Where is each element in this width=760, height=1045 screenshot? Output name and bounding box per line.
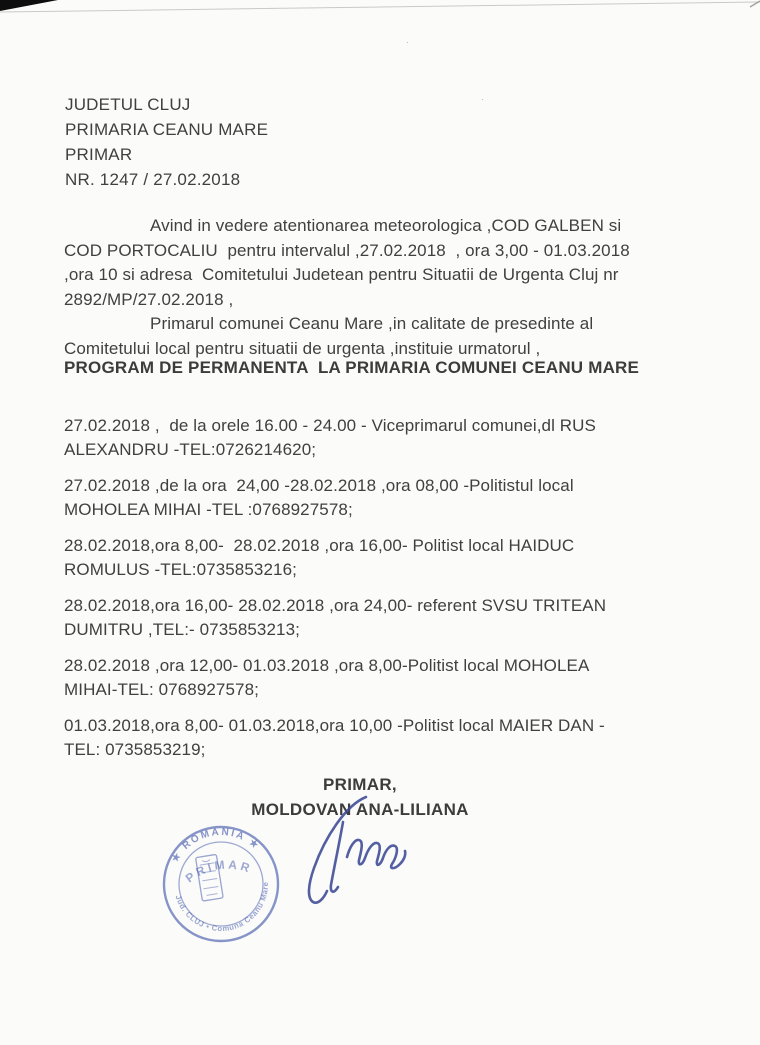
intro-paragraphs [64, 214, 704, 361]
stamp-country-arc-text: ★ ROMANIA ★ [169, 826, 263, 865]
letterhead-institution: PRIMARIA CEANU MARE [65, 120, 269, 139]
letterhead [65, 92, 268, 192]
scan-corner-artifact [0, 0, 760, 22]
schedule-entries [64, 414, 704, 774]
paragraph2-line: Comitetului local pentru situatii de urgenta ,instituie urmatorul , [64, 338, 541, 358]
entry-line: 28.02.2018,ora 16,00- 28.02.2018 ,ora 24,00- referent SVSU TRITEAN [64, 596, 607, 615]
letterhead-county: JUDETUL CLUJ [65, 95, 191, 114]
signer-role: PRIMAR, [323, 775, 397, 794]
paragraph1-line: Avind in vedere atentionarea meteorologica ,COD GALBEN si [150, 216, 622, 235]
handwritten-signature-scribble [280, 775, 450, 945]
paragraph2-line: Primarul comunei Ceanu Mare ,in calitate de presedinte al [150, 314, 594, 333]
entry-line: 28.02.2018 ,ora 12,00- 01.03.2018 ,ora 8,00-Politist local MOHOLEA [64, 656, 590, 675]
schedule-entry [64, 654, 704, 702]
svg-text:PRIMAR [181, 853, 256, 887]
scan-speck: · [406, 38, 409, 47]
paragraph1-line: COD PORTOCALIU pentru intervalul ,27.02.2018 , ora 3,00 - 01.03.2018 [64, 240, 630, 260]
schedule-entry [64, 594, 704, 642]
stamp-office-text: PRIMAR [182, 857, 255, 886]
entry-line: 01.03.2018,ora 8,00- 01.03.2018,ora 10,00 -Politist local MAIER DAN - [64, 716, 605, 735]
paragraph1-line: 2892/MP/27.02.2018 , [64, 289, 234, 309]
schedule-entry [64, 714, 704, 762]
scan-speck: · [481, 95, 484, 104]
entry-line: ALEXANDRU -TEL:0726214620; [64, 440, 317, 459]
paragraph1-line: ,ora 10 si adresa Comitetului Judetean pentru Situatii de Urgenta Cluj nr [64, 265, 619, 284]
document-title: PROGRAM DE PERMANENTA LA PRIMARIA COMUNEI CEANU MARE [64, 358, 640, 377]
entry-line: DUMITRU ,TEL:- 0735853213; [64, 620, 300, 639]
entry-line: MOHOLEA MIHAI -TEL :0768927578; [64, 500, 353, 519]
schedule-entry [64, 534, 704, 582]
entry-line: 28.02.2018,ora 8,00- 28.02.2018 ,ora 16,00- Politist local HAIDUC [64, 536, 575, 555]
entry-line: 27.02.2018 , de la orele 16.00 - 24.00 - Viceprimarul comunei,dl RUS [64, 416, 596, 435]
official-round-stamp [146, 809, 296, 959]
entry-line: 27.02.2018 ,de la ora 24,00 -28.02.2018 ,ora 08,00 -Politistul local [64, 476, 574, 495]
schedule-entry [64, 474, 704, 522]
letterhead-office: PRIMAR [65, 145, 133, 164]
entry-line: ROMULUS -TEL:0735853216; [64, 560, 297, 579]
stamp-locality-arc-text: Jud. CLUJ • Comuna Ceanu Mare [173, 881, 271, 934]
signer-name: MOLDOVAN ANA-LILIANA [251, 800, 469, 819]
entry-line: TEL: 0735853219; [64, 740, 206, 759]
entry-line: MIHAI-TEL: 0768927578; [64, 680, 259, 699]
letterhead-registration-number: NR. 1247 / 27.02.2018 [65, 170, 241, 189]
schedule-entry [64, 414, 704, 462]
